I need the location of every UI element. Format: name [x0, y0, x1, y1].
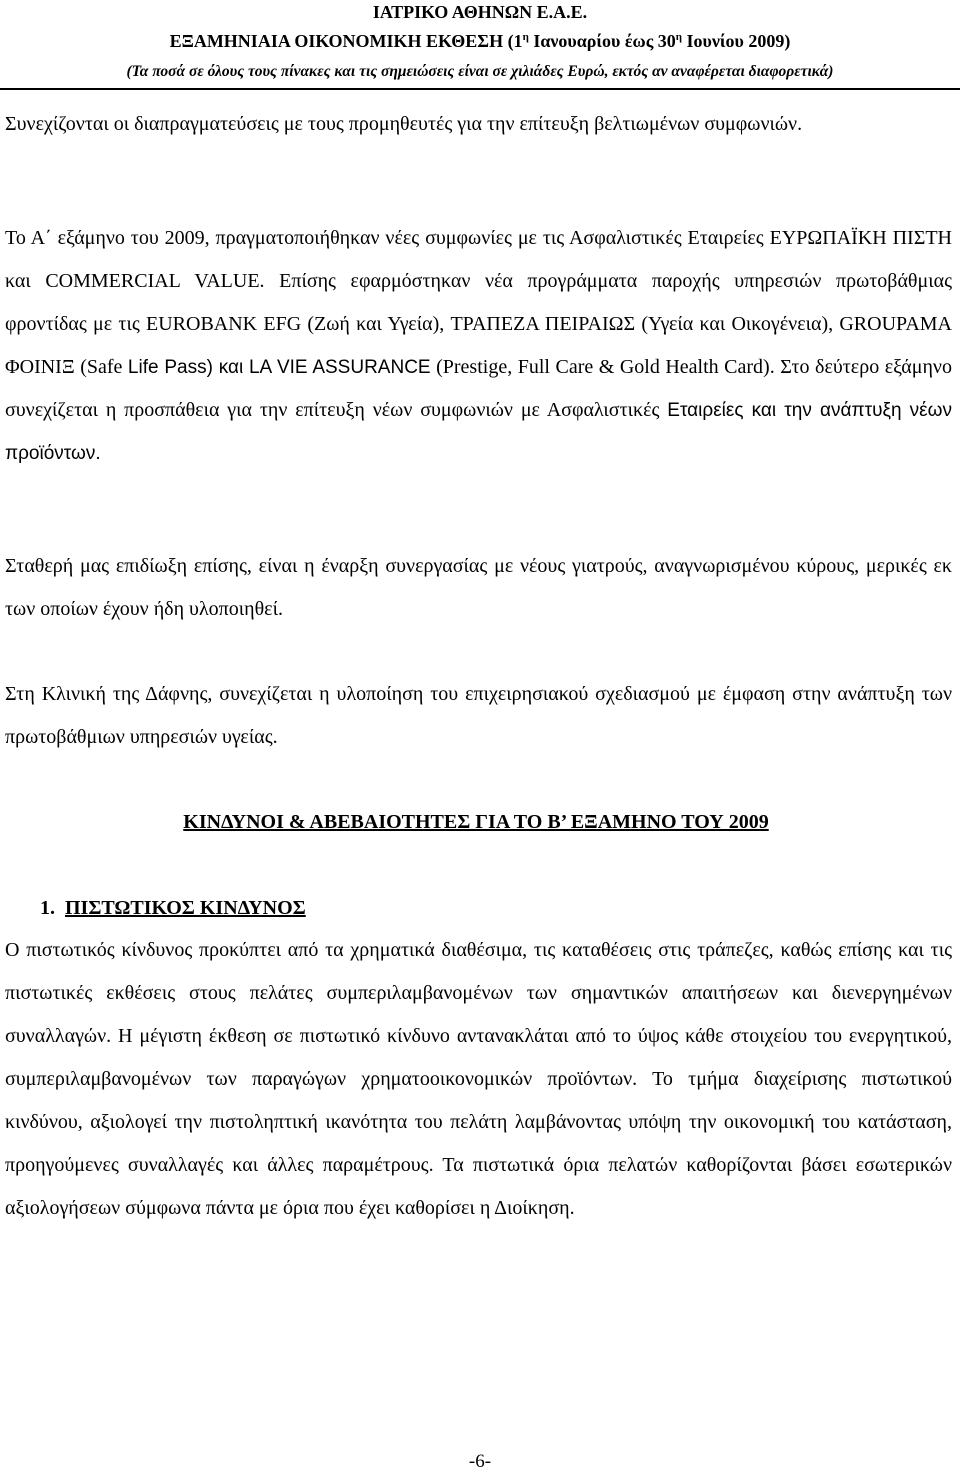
paragraph-insurance-text-2: Life Pass) και LA VIE ASSURANCE: [127, 357, 431, 378]
paragraph-doctors: Σταθερή μας επιδίωξη επίσης, είναι η έναρξη συνεργασίας με νέους γιατρούς, αναγνωρισμένου κύρους, μερικές εκ των οποίων έχουν ήδη υλοποιηθεί.: [5, 555, 952, 620]
subheading-title: ΠΙΣΤΩΤΙΚΟΣ ΚΙΝΔΥΝΟΣ: [65, 897, 306, 919]
report-title-pre: ΕΞΑΜΗΝΙΑΙΑ ΟΙΚΟΝΟΜΙΚΗ ΕΚΘΕΣΗ (1: [169, 31, 523, 51]
subheading-credit-risk: [40, 896, 306, 920]
amounts-note: (Τα ποσά σε όλους τους πίνακες και τις σημειώσεις είναι σε χιλιάδες Ευρώ, εκτός αν αναφέρεται διαφορετικά): [126, 63, 834, 80]
paragraph-insurance-text-4: Εταιρείες και την ανάπτυξη νέων προϊόντων.: [5, 400, 952, 464]
company-name: ΙΑΤΡΙΚΟ ΑΘΗΝΩΝ Ε.Α.Ε.: [372, 2, 588, 22]
paragraph-insurance-text-3: (Prestige, Full Care & Gold Health Card). Στο δεύτερο εξάμηνο συνεχίζεται η προσπάθεια για την επίτευξη νέων συμφωνιών με Ασφαλιστικές: [5, 356, 952, 421]
report-title-mid: Ιανουαρίου έως 30: [528, 31, 676, 51]
paragraph-credit-risk: Ο πιστωτικός κίνδυνος προκύπτει από τα χρηματικά διαθέσιμα, τις καταθέσεις στις τράπεζες, καθώς επίσης και τις πιστωτικές εκθέσεις στους πελάτες συμπεριλαμβανομένων των σημαντικών απαιτήσεων και διενεργημένων συναλλαγών. Η μέγιστη έκθεση σε πιστωτικό κίνδυνο αντανακλάται από το ύψος κάθε στοιχείου του ενεργητικού, συμπεριλαμβανομένων των παραγώγων χρηματοοικονομικών προϊόντων. Το τμήμα διαχείρισης πιστωτικού κινδύνου, αξιολογεί την πιστοληπτική ικανότητα του πελάτη λαμβάνοντας υπόψη την οικονομική του κατάσταση, προηγούμενες συναλλαγές και άλλες παραμέτρους. Τα πιστωτικά όρια πελατών καθορίζονται βάσει εσωτερικών αξιολογήσεων σύμφωνα πάντα με όρια που έχει καθορίσει η Διοίκηση.: [5, 939, 952, 1219]
paragraph-dafni-clinic: Στη Κλινική της Δάφνης, συνεχίζεται η υλοποίηση του επιχειρησιακού σχεδιασμού με έμφαση στην ανάπτυξη των πρωτοβάθμιων υπηρεσιών υγείας.: [5, 683, 952, 748]
report-title-post: Ιουνίου 2009): [682, 31, 791, 51]
paragraph-insurance-text-1: Το Α΄ εξάμηνο του 2009, πραγματοποιήθηκαν νέες συμφωνίες με τις Ασφαλιστικές Εταιρείες ΕΥΡΩΠΑΪΚΗ ΠΙΣΤΗ και COMMERCIAL VALUE. Επίσης εφαρμόστηκαν νέα προγράμματα παροχής υπηρεσιών πρωτοβάθμιας φροντίδας με τις EUROBANK EFG (Ζωή και Υγεία), ΤΡΑΠΕΖΑ ΠΕΙΡΑΙΩΣ (Υγεία και Οικογένεια), GROUPAMA ΦΟΙΝΙΞ (Safe: [5, 227, 952, 378]
report-title: [0, 30, 960, 52]
paragraph-suppliers: Συνεχίζονται οι διαπραγματεύσεις με τους προμηθευτές για την επίτευξη βελτιωμένων συμφωνιών.: [5, 113, 803, 135]
report-title-sup-1: η: [522, 31, 529, 43]
subheading-number: 1.: [40, 897, 55, 919]
page-number: -6-: [468, 1451, 492, 1472]
section-heading-risks: ΚΙΝΔΥΝΟΙ & ΑΒΕΒΑΙΟΤΗΤΕΣ ΓΙΑ ΤΟ Β’ ΕΞΑΜΗΝΟ ΤΟΥ 2009: [183, 811, 769, 833]
report-title-sup-2: η: [675, 31, 683, 43]
header-divider: [0, 88, 960, 90]
paragraph-insurance-agreements: [5, 217, 952, 475]
